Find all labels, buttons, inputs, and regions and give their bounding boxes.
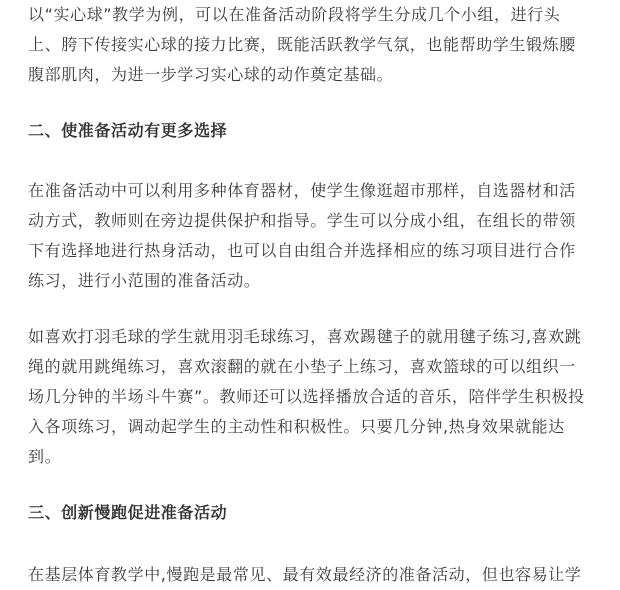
text-line: 以“实心球”教学为例，可以在准备活动阶段将学生分成几个小组，进行头 — [28, 5, 561, 24]
section-heading-jogging: 三、创新慢跑促进准备活动 — [28, 503, 228, 522]
text-line: 动方式，教师则在旁边提供保护和指导。学生可以分成小组，在组长的带领 — [28, 211, 576, 230]
text-line: 绳的就用跳绳练习，喜欢滚翻的就在小垫子上练习，喜欢篮球的可以组织一 — [28, 357, 576, 376]
text-line: 在准备活动中可以利用多种体育器材，使学生像逛超市那样，自选器材和活 — [28, 181, 576, 200]
section-heading-more-choices: 二、使准备活动有更多选择 — [28, 121, 228, 140]
text-line: 练习，进行小范围的准备活动。 — [28, 271, 261, 290]
text-line: 入各项练习，调动起学生的主动性和积极性。只要几分钟,热身效果就能达 — [28, 417, 565, 436]
paragraph-activity-examples — [28, 322, 585, 472]
paragraph-jogging — [28, 560, 582, 590]
text-line: 下有选择地进行热身活动，也可以自由组合并选择相应的练习项目进行合作 — [28, 241, 576, 260]
text-line: 如喜欢打羽毛球的学生就用羽毛球练习，喜欢踢毽子的就用毽子练习,喜欢跳 — [28, 327, 582, 346]
text-line: 到。 — [28, 447, 62, 466]
text-line: 在基层体育教学中,慢跑是最常见、最有效最经济的准备活动，但也容易让学 — [28, 565, 582, 584]
text-line: 上、胯下传接实心球的接力比赛，既能活跃教学气氛，也能帮助学生锻炼腰 — [28, 35, 576, 54]
paragraph-equipment-choice — [28, 176, 576, 296]
paragraph-medicine-ball-example — [28, 0, 576, 90]
text-line: 腹部肌肉，为进一步学习实心球的动作奠定基础。 — [28, 65, 394, 84]
text-line: 场几分钟的半场斗牛赛”。教师还可以选择播放合适的音乐，陪伴学生积极投 — [28, 387, 585, 406]
